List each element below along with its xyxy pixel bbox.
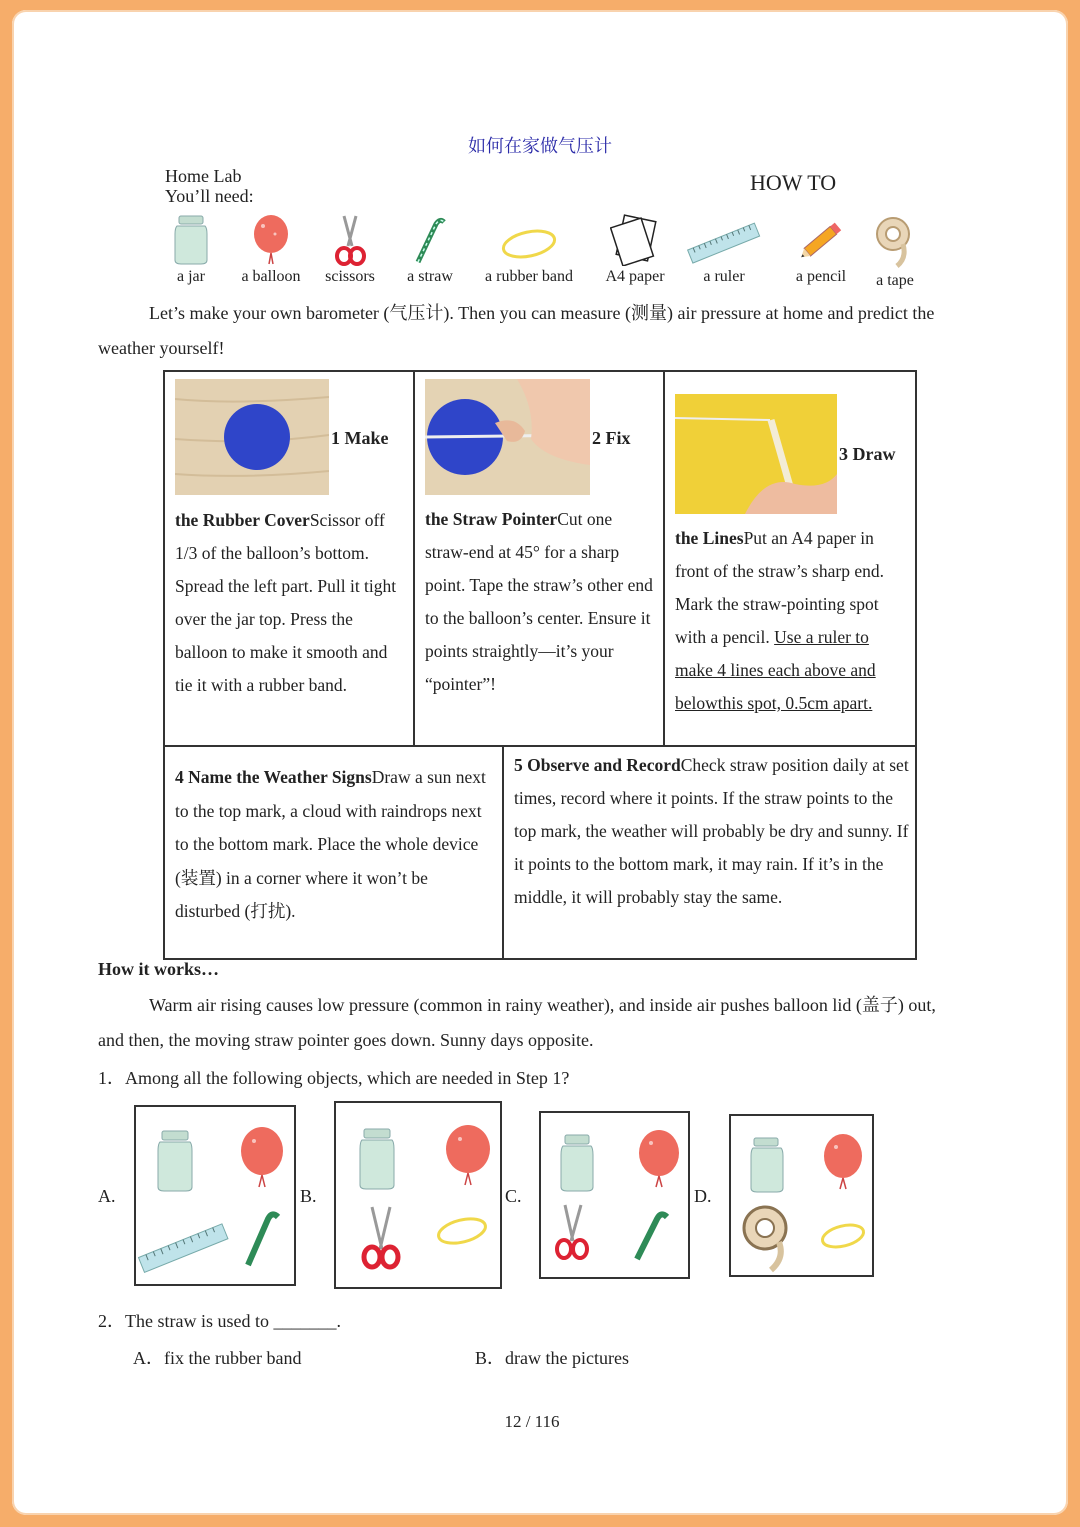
tool-label: a tape bbox=[876, 272, 914, 289]
works-line-2: and then, the moving straw pointer goes down. Sunny days opposite. bbox=[98, 1030, 594, 1050]
tool-rubber-band bbox=[469, 214, 589, 286]
step5-body: Check straw position daily at set times, record where it points. If the straw points to the top mark, the weather will probably be dry and sunny. If it points to the bottom mark, it may rain. If it’s in the middle, it will probably stay the same. bbox=[514, 755, 909, 907]
step1-body: Scissor off 1/3 of the balloon’s bottom. Spread the left part. Pull it tight over the jar top. Press the balloon to make it smooth and tie it with a rubber band. bbox=[175, 510, 397, 695]
tool-label: a pencil bbox=[795, 268, 847, 285]
tool-a4-paper bbox=[585, 214, 685, 286]
step1-label: 1 Make bbox=[331, 428, 389, 448]
balloon-icon bbox=[446, 1125, 490, 1185]
tool-label: scissors bbox=[325, 268, 375, 285]
option-c-label[interactable]: C. bbox=[505, 1186, 522, 1206]
page-number: 12 / 116 bbox=[504, 1412, 560, 1431]
intro-line-1: Let’s make your own barometer (气压计). Then you can measure (测量) air pressure at home and predict the bbox=[149, 303, 935, 323]
option-a-items bbox=[136, 1107, 294, 1284]
step1-photo bbox=[175, 379, 329, 495]
page-title: 如何在家做气压计 bbox=[468, 136, 612, 156]
paper-icon bbox=[610, 214, 660, 266]
intro-line-2: weather yourself! bbox=[98, 338, 225, 358]
step5-title: 5 Observe and Record bbox=[514, 755, 681, 775]
straw-icon bbox=[248, 1214, 278, 1265]
divider bbox=[502, 745, 504, 960]
tool-tape bbox=[845, 214, 945, 290]
how-it-works-heading: How it works… bbox=[98, 959, 219, 979]
step3-underlined: Use a ruler to make 4 lines each above and belowthis spot, 0.5cm apart. bbox=[675, 627, 876, 713]
rubber-band-icon bbox=[436, 1215, 488, 1248]
tool-straw bbox=[380, 214, 480, 286]
step4-body: Draw a sun next to the top mark, a cloud with raindrops next to the bottom mark. Place the whole device (装置) in a corner where it won’t be disturbed (打扰). bbox=[175, 767, 486, 921]
balloon-icon bbox=[824, 1134, 862, 1189]
tool-label: A4 paper bbox=[605, 268, 665, 285]
option-c-box[interactable] bbox=[539, 1111, 690, 1279]
scissors-icon bbox=[557, 1205, 587, 1258]
tool-label: a balloon bbox=[241, 268, 301, 285]
option-d-label[interactable]: D. bbox=[694, 1186, 712, 1206]
tool-label: a rubber band bbox=[485, 268, 573, 285]
step4-title: 4 Name the Weather Signs bbox=[175, 767, 372, 787]
jar-icon bbox=[158, 1131, 192, 1191]
q2-option-b[interactable]: B．draw the pictures bbox=[475, 1348, 629, 1368]
straw-icon bbox=[412, 214, 448, 266]
option-d-items bbox=[731, 1116, 872, 1275]
q2-option-a[interactable]: A．fix the rubber band bbox=[133, 1348, 302, 1368]
step2-label: 2 Fix bbox=[592, 428, 631, 448]
step1-title: the Rubber Cover bbox=[175, 510, 310, 530]
divider bbox=[663, 370, 665, 747]
rubber-band-icon bbox=[820, 1221, 866, 1251]
step3-label: 3 Draw bbox=[839, 444, 896, 464]
step2-text bbox=[425, 503, 657, 701]
question-1: 1．Among all the following objects, which are needed in Step 1? bbox=[98, 1068, 570, 1088]
option-c-items bbox=[541, 1113, 688, 1277]
step3-photo bbox=[675, 394, 837, 514]
jar-icon bbox=[360, 1129, 394, 1189]
balloon-icon bbox=[249, 214, 293, 266]
home-lab-label: Home Lab bbox=[165, 166, 242, 186]
step3-title: the Lines bbox=[675, 528, 744, 548]
jar-icon bbox=[561, 1135, 593, 1191]
works-line-1: Warm air rising causes low pressure (common in rainy weather), and inside air pushes balloon lid (盖子) out, bbox=[149, 995, 936, 1015]
pencil-icon bbox=[796, 214, 846, 266]
tool-ruler bbox=[674, 214, 774, 286]
ruler-icon bbox=[138, 1224, 227, 1273]
option-b-box[interactable] bbox=[334, 1101, 502, 1289]
straw-icon bbox=[637, 1214, 667, 1259]
question-2: 2．The straw is used to _______. bbox=[98, 1311, 341, 1331]
scissors-icon bbox=[364, 1207, 398, 1267]
balloon-icon bbox=[639, 1130, 679, 1187]
tool-label: a jar bbox=[177, 268, 205, 285]
option-d-box[interactable] bbox=[729, 1114, 874, 1277]
you-need-label: You’ll need: bbox=[165, 186, 254, 206]
rubber-band-icon bbox=[499, 214, 559, 266]
option-b-label[interactable]: B. bbox=[300, 1186, 317, 1206]
home-lab-heading bbox=[165, 166, 254, 206]
option-b-items bbox=[336, 1103, 500, 1287]
scissors-icon bbox=[332, 214, 368, 266]
jar-icon bbox=[751, 1138, 783, 1192]
ruler-icon bbox=[686, 214, 762, 266]
option-a-box[interactable] bbox=[134, 1105, 296, 1286]
how-to-heading: HOW TO bbox=[750, 170, 837, 195]
divider bbox=[163, 745, 917, 747]
step5-text bbox=[514, 749, 910, 914]
balloon-icon bbox=[241, 1127, 283, 1187]
jar-icon bbox=[171, 214, 211, 266]
step2-photo bbox=[425, 379, 590, 495]
tool-label: a straw bbox=[407, 268, 453, 285]
tape-icon bbox=[744, 1207, 786, 1270]
step4-text bbox=[175, 761, 495, 929]
step2-title: the Straw Pointer bbox=[425, 509, 558, 529]
option-a-label[interactable]: A. bbox=[98, 1186, 116, 1206]
step3-body: Put an A4 paper in front of the straw’s sharp end. Mark the straw-pointing spot with a pencil. bbox=[675, 528, 884, 647]
divider bbox=[413, 370, 415, 747]
step3-text bbox=[675, 522, 910, 720]
step1-text bbox=[175, 504, 407, 702]
step2-body: Cut one straw-end at 45° for a sharp point. Tape the straw’s other end to the balloon’s center. Ensure it points straightly—it’s your “pointer”! bbox=[425, 509, 653, 694]
tool-label: a ruler bbox=[703, 268, 745, 285]
tape-icon bbox=[873, 214, 917, 270]
